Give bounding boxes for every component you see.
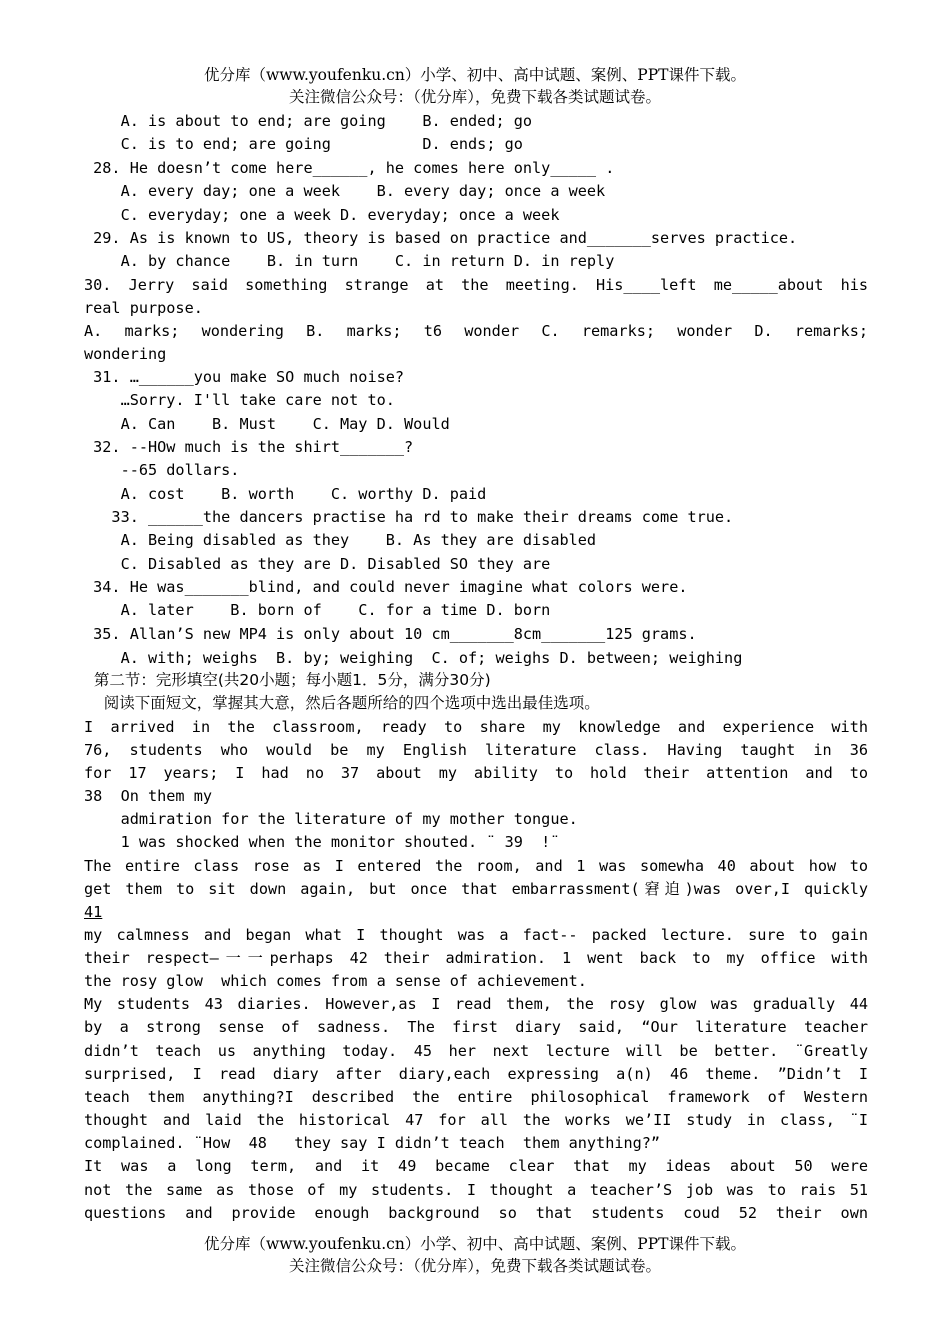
- footer-line-2: 关注微信公众号：（优分库），免费下载各类试题试卷。: [288, 1257, 661, 1275]
- passage-line: the rosy glow which comes from a sense of achievement.: [84, 972, 587, 990]
- text-line: A. cost B. worth C. worthy D. paid: [84, 485, 487, 503]
- passage-line: thought and laid the historical 47 for all the works we’II study in class, ¨I: [84, 1111, 868, 1129]
- text-line: A. by chance B. in turn C. in return D. in reply: [84, 252, 615, 270]
- text-line: …Sorry. I'll take care not to.: [84, 391, 395, 409]
- text-line: A. is about to end; are going B. ended; go: [84, 112, 533, 130]
- passage-line: 1 was shocked when the monitor shouted. ¨ 39 !¨: [84, 833, 560, 851]
- question-33: 33. ______the dancers practise ha rd to make their dreams come true.: [84, 508, 734, 526]
- passage-line: 76, students who would be my English literature class. Having taught in 36: [84, 741, 868, 759]
- section-instructions: 阅读下面短文，掌握其大意，然后各题所给的四个选项中选出最佳选项。: [84, 694, 600, 712]
- text-line: A. later B. born of C. for a time D. born: [84, 601, 551, 619]
- passage-line: my calmness and began what I thought was a fact-- packed lecture. sure to gain: [84, 926, 868, 944]
- passage-line: I arrived in the classroom, ready to share my knowledge and experience with: [84, 718, 868, 736]
- passage-line: complained. ¨How 48 they say I didn’t teach them anything?”: [84, 1134, 661, 1152]
- question-34: 34. He was_______blind, and could never imagine what colors were.: [84, 578, 688, 596]
- text-line: A. with; weighs B. by; weighing C. of; weighs D. between; weighing: [84, 649, 743, 667]
- passage-line: not the same as those of my students. I thought a teacher’S job was to rais 51: [84, 1181, 868, 1199]
- question-30: 30. Jerry said something strange at the meeting. His____left me_____about his: [84, 276, 868, 294]
- passage-line: their respect—一一perhaps 42 their admiration. 1 went back to my office with: [84, 949, 868, 967]
- footer-line-1: 优分库（www.youfenku.cn）小学、初中、高中试题、案例、PPT课件下载。: [203, 1235, 747, 1253]
- question-35: 35. Allan’S new MP4 is only about 10 cm_______8cm_______125 grams.: [84, 625, 697, 643]
- text-line: real purpose.: [84, 299, 203, 317]
- header-line-1: 优分库（www.youfenku.cn）小学、初中、高中试题、案例、PPT课件下载。: [203, 66, 747, 84]
- passage-line: The entire class rose as I entered the room, and 1 was somewha 40 about how to: [84, 857, 868, 875]
- question-32: 32. --HOw much is the shirt_______?: [84, 438, 414, 456]
- passage-line: admiration for the literature of my mother tongue.: [84, 810, 578, 828]
- question-31: 31. …______you make SO much noise?: [84, 368, 405, 386]
- question-28: 28. He doesn’t come here______, he comes here only_____ .: [84, 159, 615, 177]
- passage-line: for 17 years; I had no 37 about my ability to hold their attention and to: [84, 764, 868, 782]
- passage-line: by a strong sense of sadness. The first diary said, “Our literature teacher: [84, 1018, 868, 1036]
- text-line: C. everyday; one a week D. everyday; once a week: [84, 206, 560, 224]
- text-line: A. marks; wondering B. marks; t6 wonder C. remarks; wonder D. remarks;: [84, 322, 868, 340]
- passage-line: It was a long term, and it 49 became clear that my ideas about 50 were: [84, 1157, 868, 1175]
- text-line: A. every day; one a week B. every day; once a week: [84, 182, 606, 200]
- passage-line: surprised, I read diary after diary,each expressing a(n) 46 theme. ”Didn’t I: [84, 1065, 868, 1083]
- text-line: C. Disabled as they are D. Disabled SO they are: [84, 555, 551, 573]
- question-29: 29. As is known to US, theory is based on practice and_______serves practice.: [84, 229, 798, 247]
- passage-line: didn’t teach us anything today. 45 her next lecture will be better. ¨Greatly: [84, 1042, 868, 1060]
- text-line: --65 dollars.: [84, 461, 240, 479]
- text-line: A. Being disabled as they B. As they are disabled: [84, 531, 597, 549]
- passage-line: 41: [84, 903, 103, 921]
- passage-line: get them to sit down again, but once that embarrassment(窘迫)was over,I quickly: [84, 880, 868, 898]
- text-line: C. is to end; are going D. ends; go: [84, 135, 523, 153]
- passage-line: 38 On them my: [84, 787, 213, 805]
- passage-line: questions and provide enough background so that students coud 52 their own: [84, 1204, 868, 1222]
- section-heading: 第二节：完形填空(共20小题；每小题1．5分，满分30分): [84, 671, 491, 689]
- passage-line: My students 43 diaries. However,as I read them, the rosy glow was gradually 44: [84, 995, 868, 1013]
- header-line-2: 关注微信公众号：（优分库），免费下载各类试题试卷。: [288, 88, 661, 106]
- passage-line: teach them anything?I described the entire philosophical framework of Western: [84, 1088, 868, 1106]
- text-line: wondering: [84, 345, 167, 363]
- text-line: A. Can B. Must C. May D. Would: [84, 415, 450, 433]
